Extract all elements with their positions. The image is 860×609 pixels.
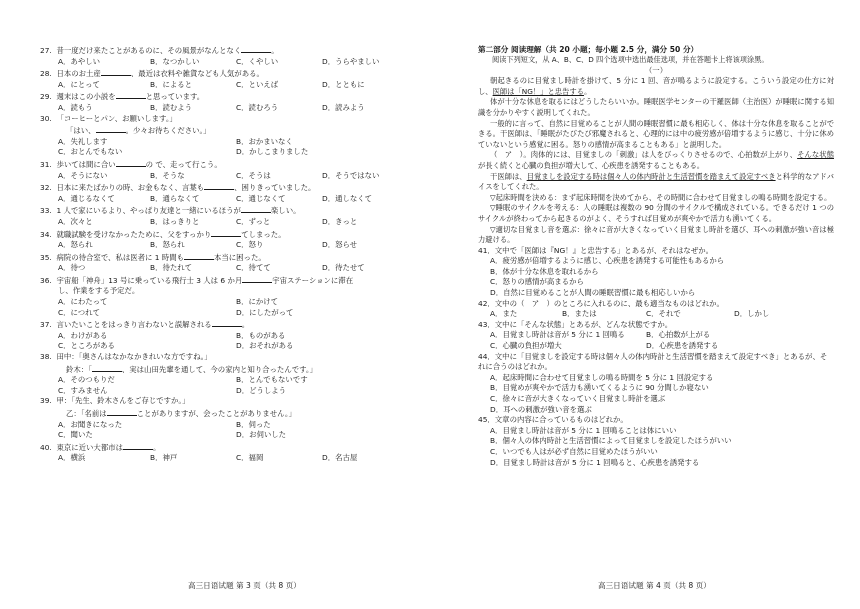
option-b: B．とんでもないです [236, 375, 308, 385]
option-d: D．耳への刺激が強い音を選ぶ [490, 404, 592, 414]
option-a: A．お聞きになった [58, 419, 123, 429]
question-stem: 「コーヒーとパン、お願いします。」 [56, 113, 177, 123]
answer-blank [96, 124, 126, 133]
option-c: C．ところがある [58, 341, 115, 351]
question-39 [40, 396, 412, 440]
answer-blank [92, 363, 122, 372]
question-line: し、作業をする予定だ。 [58, 286, 140, 296]
passage-paragraph: ▽起床時間を決める：まず起床時間を決めてから、その時間に合わせて目覚ましの鳴る時間を設定する。 [490, 192, 832, 202]
question-45 [478, 415, 834, 468]
passage-paragraph: ▽睡眠のサイクルを考える：人の睡眠は複数の 90 分間のサイクルで構成されている。できるだけ 1 つのサイクルが終わってから起きるのがよく、そうすれば目覚めが爽やかで活力も湧いてくる。 [478, 203, 834, 223]
option-c: C．それで [646, 309, 681, 319]
question-number: 37. [40, 320, 52, 330]
option-a: A．横浜 [58, 453, 86, 463]
passage-paragraph: 体が十分な休息を取るにはどうしたらいいか。睡眠医学センターの干羅医師（主治医）が睡眠に関する知識を分かりやすく説明してくれた。 [478, 97, 834, 117]
question-line-end: 、実は山田先輩を通して、今の家内と知り合ったんです。」 [121, 364, 317, 374]
page-footer: 高三日语试题 第 3 页（共 8 页） [188, 581, 301, 590]
option-d: D．名古屋 [322, 453, 358, 463]
question-stem-end: と思っています。 [145, 92, 205, 102]
option-d: D．怒らせ [322, 240, 358, 250]
question-stem: 44．文中に「目覚ましを設定する時は個々人の体内時計と生活習慣を踏まえて設定すべき」とあるが、それに合うのはどれか。 [478, 351, 828, 372]
option-c: C．読むろう [236, 102, 279, 112]
option-a: A．次々と [58, 216, 93, 226]
question-stem-end: 楽しい。 [270, 206, 301, 216]
option-a: A．あやしい [58, 56, 101, 66]
option-c: C．福岡 [236, 453, 264, 463]
option-c: C．おとんでもない [58, 147, 123, 157]
answer-blank [123, 441, 153, 450]
option-b: B．ものがある [236, 330, 286, 340]
option-a: A．失礼します [58, 136, 108, 146]
question-29 [40, 90, 412, 113]
option-a: A．にわたって [58, 297, 108, 307]
answer-options [40, 217, 412, 228]
option-c: C．待てて [236, 263, 271, 273]
question-42 [478, 299, 834, 320]
answer-options [40, 171, 412, 182]
question-stem: 東京に近い大都市は [56, 442, 123, 452]
question-stem: 就職試験を受けなかったために、父をすっかり [56, 229, 212, 239]
section-instruction: 阅读下列短文，从 A、B、C、D 四个选项中选出最佳选项，并在答题卡上将该项涂黑。 [492, 55, 769, 64]
option-a: A．読もう [58, 102, 93, 112]
option-b: B．体が十分な休息を取れるから [490, 266, 599, 276]
option-d: D．どうしよう [236, 385, 287, 395]
question-stem-end: 、最近は衣料や雑貨なども人気がある。 [130, 69, 264, 79]
option-b: B．怒られ [150, 240, 185, 250]
question-number: 28. [40, 69, 52, 79]
question-line: 「はい、 [66, 126, 96, 136]
question-stem: 田中：「奥さんはなかなかきれいな方ですね。」 [56, 352, 212, 362]
question-stem-end: 本当に困った。 [213, 252, 266, 262]
passage-paragraph: 一般的に言って、自然に目覚めることが人間の睡眠習慣に最も相応しく、体は十分な休息を取ることができる。干医師は、「睡眠がたびたび邪魔されると、心理的には中の疲労感が倍増するように感じ、十分に休めていないという感覚に困る。怒りの感情が高まることもある」と説明した。 [478, 118, 834, 149]
answer-options [40, 297, 412, 308]
answer-blank [184, 251, 214, 260]
option-b: B．個々人の体内時計と生活習慣によって目覚ましを設定したほうがいい [490, 436, 732, 446]
question-stem: 41．文中で「医師は『NG！』と忠告する」とあるが、それはなぜか。 [478, 245, 713, 255]
answer-options [40, 80, 412, 91]
option-b: B．はっきりと [150, 216, 200, 226]
option-a: A．怒られ [58, 240, 93, 250]
answer-options [40, 331, 412, 342]
option-b: B．神戸 [150, 453, 178, 463]
question-number: 35. [40, 252, 52, 262]
option-b: B．読むよう [150, 102, 193, 112]
option-d: D．とともに [322, 79, 365, 89]
question-28 [40, 67, 412, 90]
answer-options [40, 240, 412, 251]
answer-options [40, 308, 412, 319]
question-stem-end: 、困りきっていました。 [234, 183, 316, 193]
option-d: D．しかし [734, 309, 770, 319]
option-b: B．待たれて [150, 263, 193, 273]
option-a: A．目覚まし時計は音が 5 分に 1 回鳴る [490, 330, 625, 340]
option-a: A．起床時間に合わせて目覚ましの鳴る時間を 5 分に 1 回設定する [490, 372, 714, 382]
option-d: D．かしこまりました [236, 147, 309, 157]
option-c: C．といえば [236, 79, 279, 89]
option-c: C．通じなくて [236, 193, 286, 203]
passage-paragraph: 朝起きるのに目覚まし時計を掛けて、5 分に 1 回、音が鳴るように設定する。こういう設定の仕方に対し、医師は「NG！」と忠告する。 [478, 76, 834, 96]
answer-options [40, 453, 412, 464]
answer-options [40, 194, 412, 205]
answer-blank [101, 67, 131, 76]
passage-paragraph: （ ア ）。肉体的には、目覚ましの「刺激」は人をびっくりさせるので、心拍数が上がり、そんな状態が長く続くと心臓の負担が増大して、心疾患を誘発することもある。 [478, 150, 834, 170]
option-d: D．待たせて [322, 263, 365, 273]
question-number: 39. [40, 396, 52, 406]
option-d: D．そうではない [322, 170, 380, 180]
option-b: B．おかまいなく [236, 136, 293, 146]
page-footer: 高三日语试题 第 4 页（共 8 页） [598, 581, 711, 590]
question-stem: 日本に来たばかりの時、お金もなく、言葉も [56, 183, 205, 193]
option-c: C．ずっと [236, 216, 271, 226]
question-32 [40, 181, 412, 204]
answer-blank [212, 318, 242, 327]
option-a: A．そうにない [58, 170, 108, 180]
question-stem: 宇宙船「神舟」13 号に乗っている飛行士 3 人は 6 か月 [56, 275, 243, 285]
option-b: B．にかけて [236, 297, 279, 307]
option-d: D．自然に目覚めることが人間の睡眠習慣に最も相応しいから [490, 288, 696, 298]
option-c: C．心臓の負担が増大 [490, 341, 562, 351]
passage-paragraph: 干医師は、目覚ましを設定する時は個々人の体内時計と生活習慣を踏まえて設定すべきと科学的なアドバイスをしてくれた。 [478, 171, 835, 192]
question-number: 36. [40, 275, 52, 285]
answer-options [40, 375, 412, 386]
answer-options [40, 57, 412, 68]
question-stem: 歩いては間に合い [56, 159, 116, 169]
answer-options [478, 341, 834, 352]
option-b: B．伺った [236, 419, 271, 429]
option-a: A．また [490, 309, 518, 319]
question-stem-end: てしまった。 [241, 229, 286, 239]
option-d: D．心疾患を誘発する [646, 341, 719, 351]
option-a: A．わけがある [58, 330, 108, 340]
answer-options [40, 263, 412, 274]
question-line-end: 。少々お待ちください。」 [125, 126, 211, 136]
question-41 [478, 246, 834, 299]
option-a: A．目覚まし時計は音が 5 分に 1 回鳴ることは体にいい [490, 425, 677, 435]
answer-options [40, 137, 412, 148]
option-b: B．または [562, 309, 597, 319]
option-a: A．そのつもりだ [58, 375, 115, 385]
answer-options [40, 341, 412, 352]
question-number: 27. [40, 46, 52, 55]
question-stem: 日本のお土産 [56, 69, 101, 79]
question-number: 31. [40, 159, 52, 169]
question-line-end: ことがありますが、会ったことがありません。」 [136, 409, 296, 418]
question-43 [478, 320, 834, 352]
option-c: C．怒りの感情が高まるから [490, 277, 584, 287]
question-36 [40, 274, 412, 318]
left-exam-page [40, 44, 412, 591]
question-31 [40, 158, 412, 181]
question-stem: 週末はこの小説を [56, 92, 116, 102]
answer-options [40, 147, 412, 158]
option-d: D．にしたがって [236, 307, 294, 317]
answer-options [40, 386, 412, 397]
question-stem: 甲：「先生、鈴木さんをご存じですか。」 [56, 396, 190, 406]
question-number: 38. [40, 352, 52, 362]
option-c: C．すみません [58, 385, 108, 395]
option-a: A．通じるなくて [58, 193, 115, 203]
option-b: B．なつかしい [150, 56, 200, 66]
option-d: D．おそれがある [236, 341, 294, 351]
question-number: 32. [40, 183, 52, 193]
option-c: C．そうは [236, 170, 271, 180]
option-a: A．疲労感が倍増するように感じ、心疾患を誘発する可能性もあるから [490, 256, 725, 266]
question-30 [40, 114, 412, 158]
answer-options [478, 330, 834, 341]
answer-options [40, 430, 412, 441]
answer-blank [107, 407, 137, 416]
question-37 [40, 318, 412, 352]
question-stem: 42．文中の（ ア ）のところに入れるのに、最も適当なものはどれか。 [478, 298, 724, 308]
option-d: D．うらやましい [322, 56, 380, 66]
question-44 [478, 352, 834, 416]
answer-options [40, 420, 412, 431]
question-40 [40, 441, 412, 464]
question-27 [40, 44, 412, 67]
option-b: B．によると [150, 79, 193, 89]
answer-blank [241, 204, 271, 213]
option-b: B．通らなくて [150, 193, 200, 203]
question-number: 34. [40, 229, 52, 239]
question-line: 鈴木：「 [66, 364, 92, 374]
question-number: 29. [40, 92, 52, 102]
option-d: D．読みよう [322, 102, 365, 112]
question-stem-end: 。 [271, 46, 279, 55]
option-c: C．いつでも人はが必ず自然に目覚めたほうがいい [490, 446, 658, 456]
option-d: D．きっと [322, 216, 358, 226]
option-c: C．徐々に音が大きくなっていく目覚まし時計を選ぶ [490, 394, 666, 403]
option-c: C．聞いた [58, 430, 93, 440]
answer-blank [116, 90, 146, 99]
option-d: D．お伺いした [236, 430, 287, 440]
question-33 [40, 204, 412, 227]
question-number: 40. [40, 442, 52, 452]
question-35 [40, 251, 412, 274]
question-stem: 45．文章の内容に合っているものはどれか。 [478, 415, 628, 425]
passage-paragraph: ▽適切な目覚まし音を選ぶ：徐々に音が大きくなっていく目覚まし時計を選び、耳への刺激が強い音は極力避ける。 [478, 224, 834, 245]
question-number: 30. [40, 113, 52, 123]
option-b: B．心拍数が上がる [646, 330, 711, 340]
question-stem: 昔一度だけ来たことがあるのに、その風景がなんとなく [56, 46, 242, 55]
question-stem-end: 宇宙ステーションに滞在 [272, 275, 354, 285]
answer-blank [241, 44, 271, 53]
option-a: A．待つ [58, 263, 86, 273]
option-c: C．につれて [58, 307, 100, 317]
question-stem: 43．文中に「そんな状態」とあるが、どんな状態ですか。 [478, 319, 673, 329]
question-stem-end: の で、走って行こう。 [145, 159, 222, 169]
answer-options [478, 309, 834, 320]
question-stem: 1 人で家にいるより、やっぱり友達と一緒にいるほうが [56, 206, 241, 216]
question-34 [40, 228, 412, 251]
passage-number: （一） [644, 65, 668, 75]
option-b: B．そうな [150, 170, 185, 180]
section-title: 第二部分 阅读理解（共 20 小题；每小题 2.5 分，满分 50 分） [478, 45, 699, 54]
question-stem: 病院の待合室で、私は医者に 1 時間も [56, 252, 184, 262]
right-exam-page [478, 44, 834, 591]
option-d: D．通しなくて [322, 193, 373, 203]
question-line: 乙：「名前は [66, 409, 107, 418]
answer-blank [204, 181, 234, 190]
answer-blank [242, 274, 272, 283]
question-38 [40, 352, 412, 396]
option-c: C．くやしい [236, 56, 279, 66]
question-stem: 言いたいことをはっきり言わないと誤解される [56, 320, 212, 330]
question-stem-end: 。 [241, 320, 250, 330]
option-d: D．目覚まし時計は音が 5 分に 1 回鳴ると、心疾患を誘発する [490, 457, 700, 467]
answer-blank [116, 158, 146, 167]
answer-blank [211, 228, 241, 237]
option-c: C．怒り [236, 240, 264, 250]
option-a: A．にとって [58, 79, 100, 89]
answer-options [40, 103, 412, 114]
option-b: B．目覚めが爽やかで活力も湧いてくるように 90 分間しか寝ない [490, 383, 709, 393]
question-number: 33. [40, 206, 52, 216]
question-stem-end: 。 [153, 442, 161, 452]
